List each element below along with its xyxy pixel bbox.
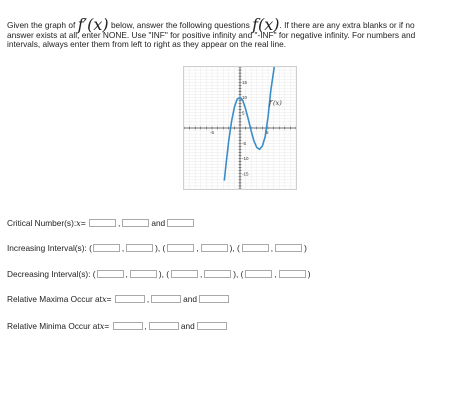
prompt-text-1a: Given the graph of: [7, 20, 78, 30]
and-text: and: [183, 294, 197, 304]
decreasing-3-end-input[interactable]: [279, 270, 306, 278]
fprime-symbol: f′(x): [77, 15, 109, 34]
interval-sep: ), (: [155, 243, 166, 253]
decreasing-row: [7, 268, 312, 280]
prompt-text-1c: . If there are any extra blanks or if no: [279, 20, 415, 30]
graph-svg: [184, 67, 296, 189]
increasing-2-start-input[interactable]: [167, 244, 194, 252]
decreasing-2-end-input[interactable]: [204, 270, 231, 278]
and-text: and: [151, 218, 166, 228]
critical-number-input-3[interactable]: [167, 219, 194, 227]
relative-minima-input-1[interactable]: [113, 322, 143, 330]
and-text: and: [180, 321, 195, 331]
relative-maxima-input-3[interactable]: [199, 295, 229, 303]
y-tick-label-5: 5: [242, 110, 245, 116]
curve-label: f′(x): [269, 99, 282, 108]
relative-maxima-input-1[interactable]: [115, 295, 145, 303]
comma: ,: [270, 243, 274, 253]
f-symbol: f(x): [252, 15, 280, 34]
interval-sep: ), (: [229, 243, 240, 253]
question-prompt: [7, 15, 469, 50]
y-tick-label-10: 10: [242, 95, 248, 100]
prompt-text-1b: below, answer the following questions: [108, 20, 253, 30]
critical-numbers-label: Critical Number(s):: [7, 218, 77, 228]
prompt-line-3: intervals, always enter them from left to right as they appear on the real line.: [7, 39, 287, 50]
interval-end: ): [307, 269, 311, 279]
relative-maxima-label: Relative Maxima Occur at: [7, 294, 102, 304]
increasing-label: Increasing Interval(s): (: [7, 243, 92, 253]
increasing-1-start-input[interactable]: [93, 244, 120, 252]
y-tick-label-15: 15: [242, 79, 248, 85]
interval-end: ): [304, 243, 307, 253]
comma: ,: [196, 243, 199, 253]
y-tick-label-neg10: -10: [242, 156, 249, 161]
increasing-row: [7, 242, 308, 254]
increasing-3-end-input[interactable]: [275, 244, 302, 252]
comma: ,: [121, 243, 125, 253]
critical-numbers-row: [7, 217, 195, 229]
relative-minima-label: Relative Minima Occur at: [7, 321, 100, 331]
maxima-eq: =: [106, 294, 112, 304]
critical-eq: =: [80, 218, 86, 228]
comma: ,: [118, 218, 121, 228]
relative-maxima-input-2[interactable]: [151, 295, 181, 303]
prompt-line-1: [7, 15, 469, 34]
y-tick-label-neg5: -5: [242, 140, 247, 146]
decreasing-label: Decreasing Interval(s): (: [7, 269, 96, 279]
decreasing-1-start-input[interactable]: [97, 270, 124, 278]
relative-minima-input-2[interactable]: [149, 322, 179, 330]
minima-var: x: [99, 321, 105, 331]
increasing-3-start-input[interactable]: [242, 244, 269, 252]
relative-minima-row: [7, 320, 228, 332]
critical-var: x: [76, 218, 81, 228]
x-tick-label-neg5: -5: [210, 130, 215, 135]
critical-number-input-1[interactable]: [89, 219, 116, 227]
relative-maxima-row: [7, 293, 230, 305]
increasing-1-end-input[interactable]: [126, 244, 153, 252]
minima-eq: =: [104, 321, 110, 331]
decreasing-1-end-input[interactable]: [130, 270, 157, 278]
relative-minima-input-3[interactable]: [197, 322, 227, 330]
x-tick-label-5: 5: [266, 130, 269, 135]
y-tick-label-neg15: -15: [242, 171, 249, 177]
critical-number-input-2[interactable]: [122, 219, 149, 227]
comma: ,: [125, 269, 128, 279]
comma: ,: [199, 269, 203, 279]
interval-sep: ), (: [233, 269, 244, 279]
fprime-curve: [224, 67, 279, 181]
derivative-graph: [183, 66, 297, 190]
decreasing-2-start-input[interactable]: [171, 270, 198, 278]
increasing-2-end-input[interactable]: [201, 244, 228, 252]
comma: ,: [144, 321, 147, 331]
decreasing-3-start-input[interactable]: [245, 270, 272, 278]
maxima-var: x: [101, 294, 107, 304]
comma: ,: [274, 269, 277, 279]
comma: ,: [146, 294, 150, 304]
interval-sep: ), (: [158, 269, 169, 279]
prompt-line-2: answer exists at all, enter NONE. Use "INF" for positive infinity and "-INF" for negative infinity. For numbers and: [7, 29, 416, 40]
